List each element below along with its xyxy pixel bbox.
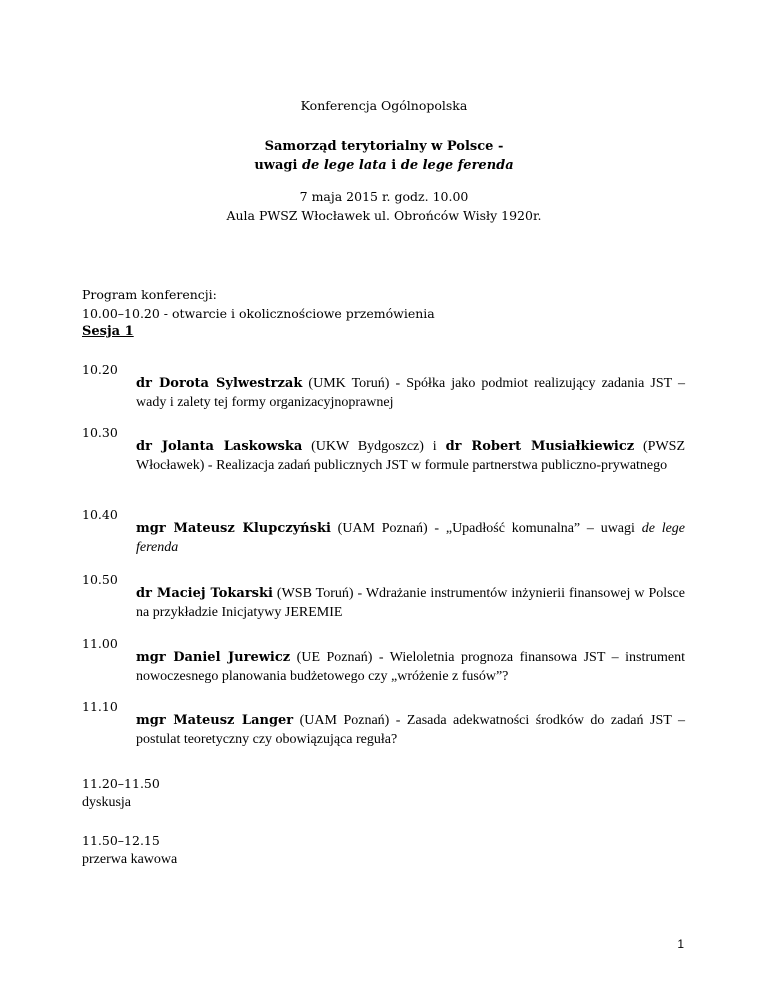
discussion-block xyxy=(82,774,160,812)
break-label: przerwa kawowa xyxy=(82,852,178,867)
talk-entry xyxy=(136,374,685,412)
title-part-d: de lege ferenda xyxy=(400,158,514,173)
talk-time: 10.40 xyxy=(82,507,118,522)
speaker-name: dr Maciej Tokarski xyxy=(136,586,273,601)
talk-time: 11.00 xyxy=(82,636,118,651)
speaker-name: dr Dorota Sylwestrzak xyxy=(136,376,303,391)
conference-title xyxy=(0,137,768,175)
program-intro xyxy=(82,285,435,323)
talk-time: 11.10 xyxy=(82,699,118,714)
talk-time: 10.50 xyxy=(82,572,118,587)
conference-label: Konferencja Ogólnopolska xyxy=(300,98,468,113)
talk-text: (UKW Bydgoszcz) i xyxy=(302,439,446,454)
discussion-label: dyskusja xyxy=(82,795,131,810)
session-title: Sesja 1 xyxy=(82,324,134,339)
break-time: 11.50–12.15 xyxy=(82,833,160,848)
discussion-time: 11.20–11.50 xyxy=(82,776,160,791)
program-label: Program konferencji: xyxy=(82,287,217,302)
talk-entry xyxy=(136,711,685,749)
talk-text: (WSB Toruń) - Wdrażanie instrumentów inżynierii finansowej w Polsce na przykładzie Inicjatywy JEREMIE xyxy=(136,586,685,620)
speaker-name: mgr Mateusz Langer xyxy=(136,713,294,728)
title-part-c: i xyxy=(386,158,401,173)
speaker-name: mgr Mateusz Klupczyński xyxy=(136,521,331,536)
talk-time: 10.30 xyxy=(82,425,118,440)
program-opening: 10.00–10.20 - otwarcie i okolicznościowe przemówienia xyxy=(82,306,435,321)
speaker-name: dr Robert Musiałkiewicz xyxy=(445,439,635,454)
talk-text: (UAM Poznań) - „Upadłość komunalna” – uwagi xyxy=(330,521,642,536)
talk-text-italic: de lege ferenda xyxy=(136,521,686,555)
talk-time: 10.20 xyxy=(82,362,118,377)
break-block xyxy=(82,831,177,869)
page-number: 1 xyxy=(677,937,684,951)
date-venue xyxy=(0,187,768,225)
speaker-name: dr Jolanta Laskowska xyxy=(136,439,303,454)
title-line-2 xyxy=(0,156,768,175)
talk-entry xyxy=(136,519,685,557)
speaker-name: mgr Daniel Jurewicz xyxy=(136,650,291,665)
conference-date: 7 maja 2015 r. godz. 10.00 xyxy=(299,189,469,204)
conference-venue: Aula PWSZ Włocławek ul. Obrońców Wisły 1920r. xyxy=(226,208,542,223)
talk-text: (UAM Poznań) - Zasada adekwatności środków do zadań JST – postulat teoretyczny czy obowiązująca reguła? xyxy=(136,713,685,747)
talk-text: (PWSZ Włocławek) - Realizacja zadań publicznych JST w formule partnerstwa publiczno-prywatnego xyxy=(136,439,686,473)
talk-text: (UMK Toruń) - Spółka jako podmiot realizujący zadania JST – wady i zalety tej formy organizacyjnoprawnej xyxy=(136,376,686,410)
title-line-1: Samorząd terytorialny w Polsce - xyxy=(264,139,504,154)
title-part-a: uwagi xyxy=(254,158,302,173)
title-part-b: de lege lata xyxy=(301,158,387,173)
talk-entry xyxy=(136,584,685,622)
talk-text: (UE Poznań) - Wieloletnia prognoza finansowa JST – instrument nowoczesnego planowania budżetowego czy „wróżenie z fusów”? xyxy=(136,650,685,684)
talk-entry xyxy=(136,648,685,686)
talk-entry xyxy=(136,437,685,475)
